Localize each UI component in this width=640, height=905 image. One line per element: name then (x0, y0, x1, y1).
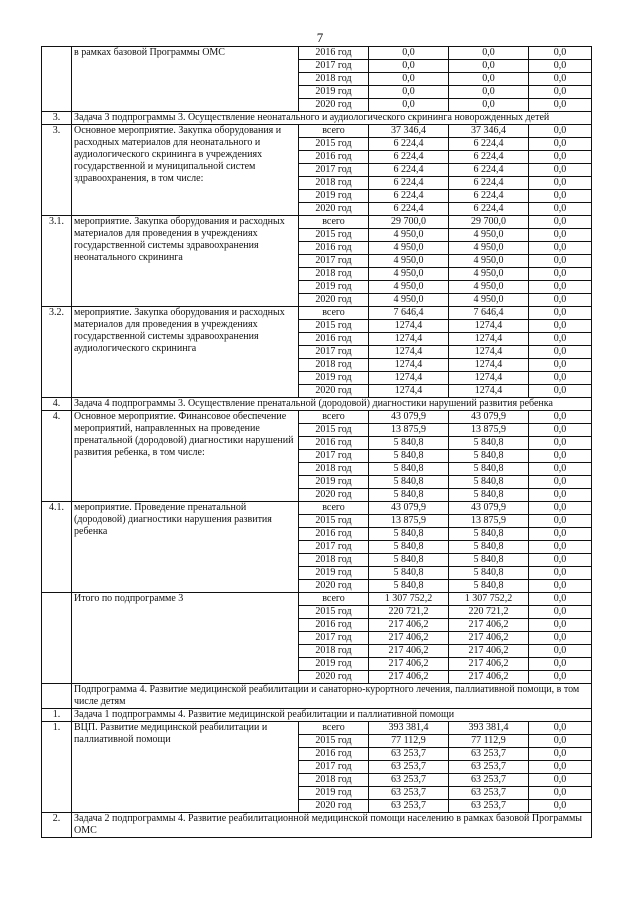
task-title: Задача 4 подпрограммы 3. Осуществление пренатальной (дородовой) диагностики нарушений развития ребенка (72, 398, 592, 411)
total-value-cell: 5 840,8 (369, 450, 449, 463)
total-value-cell: 7 646,4 (369, 307, 449, 320)
other-value-cell: 0,0 (529, 632, 592, 645)
year-cell: 2017 год (299, 632, 369, 645)
other-value-cell: 0,0 (529, 47, 592, 60)
total-value-cell: 5 840,8 (369, 437, 449, 450)
row-number: 4. (42, 411, 72, 502)
budget-value-cell: 13 875,9 (449, 515, 529, 528)
other-value-cell: 0,0 (529, 125, 592, 138)
total-value-cell: 63 253,7 (369, 774, 449, 787)
row-number: 3.2. (42, 307, 72, 398)
year-cell: 2020 год (299, 99, 369, 112)
row-number: 4. (42, 398, 72, 411)
budget-value-cell: 4 950,0 (449, 255, 529, 268)
year-cell: 2016 год (299, 619, 369, 632)
total-value-cell: 5 840,8 (369, 567, 449, 580)
year-cell: 2019 год (299, 476, 369, 489)
other-value-cell: 0,0 (529, 151, 592, 164)
budget-value-cell: 4 950,0 (449, 242, 529, 255)
year-cell: 2019 год (299, 190, 369, 203)
total-value-cell: 5 840,8 (369, 463, 449, 476)
year-cell: 2020 год (299, 671, 369, 684)
other-value-cell: 0,0 (529, 229, 592, 242)
year-cell: 2019 год (299, 86, 369, 99)
budget-value-cell: 13 875,9 (449, 424, 529, 437)
total-value-cell: 0,0 (369, 47, 449, 60)
row-number: 4.1. (42, 502, 72, 593)
year-cell: всего (299, 411, 369, 424)
other-value-cell: 0,0 (529, 411, 592, 424)
budget-value-cell: 6 224,4 (449, 177, 529, 190)
year-cell: 2017 год (299, 450, 369, 463)
year-cell: 2018 год (299, 645, 369, 658)
year-cell: 2018 год (299, 359, 369, 372)
total-value-cell: 4 950,0 (369, 229, 449, 242)
year-cell: 2018 год (299, 774, 369, 787)
year-cell: 2019 год (299, 787, 369, 800)
year-cell: 2015 год (299, 606, 369, 619)
other-value-cell: 0,0 (529, 385, 592, 398)
total-value-cell: 29 700,0 (369, 216, 449, 229)
other-value-cell: 0,0 (529, 761, 592, 774)
year-cell: 2020 год (299, 203, 369, 216)
year-cell: 2020 год (299, 580, 369, 593)
budget-value-cell: 5 840,8 (449, 476, 529, 489)
other-value-cell: 0,0 (529, 502, 592, 515)
year-cell: 2017 год (299, 541, 369, 554)
budget-value-cell: 0,0 (449, 86, 529, 99)
other-value-cell: 0,0 (529, 333, 592, 346)
row-number: 3.1. (42, 216, 72, 307)
total-value-cell: 6 224,4 (369, 190, 449, 203)
table-row (42, 593, 592, 606)
other-value-cell: 0,0 (529, 359, 592, 372)
year-cell: 2017 год (299, 164, 369, 177)
budget-value-cell: 5 840,8 (449, 437, 529, 450)
other-value-cell: 0,0 (529, 748, 592, 761)
row-number (42, 593, 72, 684)
row-number: 3. (42, 112, 72, 125)
year-cell: 2017 год (299, 761, 369, 774)
budget-value-cell: 4 950,0 (449, 268, 529, 281)
task-title: Задача 3 подпрограммы 3. Осуществление неонатального и аудиологического скрининга новорожденных детей (72, 112, 592, 125)
total-value-cell: 5 840,8 (369, 554, 449, 567)
total-value-cell: 5 840,8 (369, 580, 449, 593)
other-value-cell: 0,0 (529, 515, 592, 528)
budget-value-cell: 0,0 (449, 73, 529, 86)
activity-description: мероприятие. Проведение пренатальной (дородовой) диагностики нарушения развития ребенка (72, 502, 299, 593)
row-number: 3. (42, 125, 72, 216)
budget-value-cell: 1274,4 (449, 320, 529, 333)
year-cell: 2016 год (299, 151, 369, 164)
table-row (42, 411, 592, 424)
budget-value-cell: 217 406,2 (449, 658, 529, 671)
budget-value-cell: 0,0 (449, 99, 529, 112)
year-cell: всего (299, 593, 369, 606)
other-value-cell: 0,0 (529, 346, 592, 359)
year-cell: 2020 год (299, 294, 369, 307)
total-value-cell: 63 253,7 (369, 748, 449, 761)
budget-value-cell: 4 950,0 (449, 281, 529, 294)
total-value-cell: 63 253,7 (369, 800, 449, 813)
total-value-cell: 217 406,2 (369, 619, 449, 632)
row-number: 1. (42, 709, 72, 722)
total-value-cell: 0,0 (369, 60, 449, 73)
year-cell: 2015 год (299, 515, 369, 528)
total-value-cell: 63 253,7 (369, 761, 449, 774)
total-value-cell: 37 346,4 (369, 125, 449, 138)
budget-value-cell: 4 950,0 (449, 294, 529, 307)
other-value-cell: 0,0 (529, 242, 592, 255)
other-value-cell: 0,0 (529, 60, 592, 73)
budget-value-cell: 63 253,7 (449, 774, 529, 787)
budget-value-cell: 5 840,8 (449, 528, 529, 541)
other-value-cell: 0,0 (529, 606, 592, 619)
other-value-cell: 0,0 (529, 281, 592, 294)
other-value-cell: 0,0 (529, 774, 592, 787)
other-value-cell: 0,0 (529, 580, 592, 593)
budget-value-cell: 1274,4 (449, 346, 529, 359)
year-cell: 2017 год (299, 60, 369, 73)
total-value-cell: 4 950,0 (369, 242, 449, 255)
other-value-cell: 0,0 (529, 722, 592, 735)
table-row (42, 47, 592, 60)
total-value-cell: 1 307 752,2 (369, 593, 449, 606)
other-value-cell: 0,0 (529, 203, 592, 216)
total-value-cell: 13 875,9 (369, 515, 449, 528)
row-number: 2. (42, 813, 72, 838)
total-value-cell: 1274,4 (369, 333, 449, 346)
other-value-cell: 0,0 (529, 320, 592, 333)
year-cell: 2016 год (299, 47, 369, 60)
budget-value-cell: 6 224,4 (449, 203, 529, 216)
total-value-cell: 6 224,4 (369, 151, 449, 164)
year-cell: 2015 год (299, 138, 369, 151)
year-cell: 2016 год (299, 333, 369, 346)
other-value-cell: 0,0 (529, 177, 592, 190)
budget-value-cell: 43 079,9 (449, 502, 529, 515)
total-value-cell: 217 406,2 (369, 645, 449, 658)
total-value-cell: 1274,4 (369, 359, 449, 372)
task-title: Подпрограмма 4. Развитие медицинской реабилитации и санаторно-курортного лечения, паллиативной помощи, в том числе детям (72, 684, 592, 709)
total-value-cell: 6 224,4 (369, 164, 449, 177)
year-cell: 2015 год (299, 229, 369, 242)
activity-description: мероприятие. Закупка оборудования и расходных материалов для проведения в учреждениях государственной системы здравоохранения аудиологического скрининга (72, 307, 299, 398)
year-cell: 2020 год (299, 800, 369, 813)
total-value-cell: 43 079,9 (369, 411, 449, 424)
budget-value-cell: 63 253,7 (449, 748, 529, 761)
total-value-cell: 63 253,7 (369, 787, 449, 800)
other-value-cell: 0,0 (529, 372, 592, 385)
total-value-cell: 0,0 (369, 73, 449, 86)
task-header-row (42, 709, 592, 722)
activity-description: Основное мероприятие. Финансовое обеспечение мероприятий, направленных на проведение пренатальной (дородовой) диагностики нарушений развития ребенка, в том числе: (72, 411, 299, 502)
total-value-cell: 5 840,8 (369, 476, 449, 489)
other-value-cell: 0,0 (529, 787, 592, 800)
total-value-cell: 1274,4 (369, 320, 449, 333)
year-cell: всего (299, 125, 369, 138)
table-row (42, 307, 592, 320)
year-cell: 2015 год (299, 735, 369, 748)
other-value-cell: 0,0 (529, 424, 592, 437)
year-cell: всего (299, 502, 369, 515)
budget-value-cell: 7 646,4 (449, 307, 529, 320)
year-cell: 2016 год (299, 242, 369, 255)
year-cell: 2019 год (299, 658, 369, 671)
year-cell: всего (299, 307, 369, 320)
budget-value-cell: 393 381,4 (449, 722, 529, 735)
other-value-cell: 0,0 (529, 593, 592, 606)
budget-value-cell: 0,0 (449, 60, 529, 73)
total-value-cell: 5 840,8 (369, 541, 449, 554)
budget-value-cell: 1 307 752,2 (449, 593, 529, 606)
total-value-cell: 5 840,8 (369, 489, 449, 502)
budget-value-cell: 77 112,9 (449, 735, 529, 748)
budget-table (41, 46, 592, 838)
other-value-cell: 0,0 (529, 671, 592, 684)
budget-value-cell: 220 721,2 (449, 606, 529, 619)
budget-value-cell: 6 224,4 (449, 138, 529, 151)
budget-value-cell: 217 406,2 (449, 632, 529, 645)
budget-value-cell: 217 406,2 (449, 671, 529, 684)
table-row (42, 722, 592, 735)
activity-description: Итого по подпрограмме 3 (72, 593, 299, 684)
year-cell: 2018 год (299, 268, 369, 281)
budget-value-cell: 217 406,2 (449, 645, 529, 658)
other-value-cell: 0,0 (529, 73, 592, 86)
budget-value-cell: 6 224,4 (449, 190, 529, 203)
activity-description: мероприятие. Закупка оборудования и расходных материалов для проведения в учреждениях государственной системы здравоохранения неонатального скрининга (72, 216, 299, 307)
other-value-cell: 0,0 (529, 86, 592, 99)
year-cell: 2017 год (299, 255, 369, 268)
other-value-cell: 0,0 (529, 554, 592, 567)
table-row (42, 125, 592, 138)
total-value-cell: 77 112,9 (369, 735, 449, 748)
budget-value-cell: 1274,4 (449, 333, 529, 346)
year-cell: 2019 год (299, 281, 369, 294)
total-value-cell: 43 079,9 (369, 502, 449, 515)
other-value-cell: 0,0 (529, 99, 592, 112)
total-value-cell: 6 224,4 (369, 138, 449, 151)
year-cell: 2015 год (299, 320, 369, 333)
total-value-cell: 4 950,0 (369, 268, 449, 281)
budget-value-cell: 37 346,4 (449, 125, 529, 138)
other-value-cell: 0,0 (529, 645, 592, 658)
other-value-cell: 0,0 (529, 268, 592, 281)
task-title: Задача 1 подпрограммы 4. Развитие медицинской реабилитации и паллиативной помощи (72, 709, 592, 722)
budget-value-cell: 1274,4 (449, 359, 529, 372)
budget-value-cell: 63 253,7 (449, 761, 529, 774)
budget-value-cell: 1274,4 (449, 372, 529, 385)
budget-value-cell: 5 840,8 (449, 541, 529, 554)
year-cell: 2020 год (299, 489, 369, 502)
budget-value-cell: 4 950,0 (449, 229, 529, 242)
total-value-cell: 6 224,4 (369, 203, 449, 216)
row-number: 1. (42, 722, 72, 813)
year-cell: 2015 год (299, 424, 369, 437)
budget-value-cell: 5 840,8 (449, 450, 529, 463)
table-row (42, 502, 592, 515)
total-value-cell: 4 950,0 (369, 255, 449, 268)
total-value-cell: 393 381,4 (369, 722, 449, 735)
total-value-cell: 4 950,0 (369, 281, 449, 294)
year-cell: 2019 год (299, 567, 369, 580)
total-value-cell: 13 875,9 (369, 424, 449, 437)
task-header-row (42, 398, 592, 411)
other-value-cell: 0,0 (529, 216, 592, 229)
total-value-cell: 0,0 (369, 86, 449, 99)
budget-value-cell: 5 840,8 (449, 567, 529, 580)
row-number (42, 684, 72, 709)
budget-value-cell: 6 224,4 (449, 151, 529, 164)
budget-value-cell: 5 840,8 (449, 463, 529, 476)
budget-value-cell: 63 253,7 (449, 800, 529, 813)
budget-value-cell: 5 840,8 (449, 580, 529, 593)
budget-value-cell: 1274,4 (449, 385, 529, 398)
budget-value-cell: 29 700,0 (449, 216, 529, 229)
total-value-cell: 217 406,2 (369, 658, 449, 671)
task-header-row (42, 813, 592, 838)
other-value-cell: 0,0 (529, 138, 592, 151)
other-value-cell: 0,0 (529, 476, 592, 489)
year-cell: 2017 год (299, 346, 369, 359)
year-cell: 2018 год (299, 177, 369, 190)
budget-value-cell: 0,0 (449, 47, 529, 60)
year-cell: 2018 год (299, 554, 369, 567)
year-cell: 2019 год (299, 372, 369, 385)
total-value-cell: 1274,4 (369, 385, 449, 398)
budget-value-cell: 5 840,8 (449, 489, 529, 502)
other-value-cell: 0,0 (529, 255, 592, 268)
task-title: Задача 2 подпрограммы 4. Развитие реабилитационной медицинской помощи населению в рамках базовой Программы ОМС (72, 813, 592, 838)
total-value-cell: 5 840,8 (369, 528, 449, 541)
other-value-cell: 0,0 (529, 437, 592, 450)
row-number (42, 47, 72, 112)
other-value-cell: 0,0 (529, 450, 592, 463)
other-value-cell: 0,0 (529, 489, 592, 502)
year-cell: 2020 год (299, 385, 369, 398)
page-number: 7 (316, 30, 324, 45)
total-value-cell: 4 950,0 (369, 294, 449, 307)
activity-description: Основное мероприятие. Закупка оборудования и расходных материалов для неонатального и аудиологического скрининга в учреждениях государственной и муниципальной систем здравоохранения, в том числе: (72, 125, 299, 216)
year-cell: 2018 год (299, 73, 369, 86)
other-value-cell: 0,0 (529, 800, 592, 813)
table-row (42, 216, 592, 229)
activity-description: в рамках базовой Программы ОМС (72, 47, 299, 112)
activity-description: ВЦП. Развитие медицинской реабилитации и паллиативной помощи (72, 722, 299, 813)
other-value-cell: 0,0 (529, 294, 592, 307)
total-value-cell: 220 721,2 (369, 606, 449, 619)
other-value-cell: 0,0 (529, 190, 592, 203)
total-value-cell: 217 406,2 (369, 632, 449, 645)
other-value-cell: 0,0 (529, 619, 592, 632)
budget-value-cell: 6 224,4 (449, 164, 529, 177)
year-cell: 2018 год (299, 463, 369, 476)
year-cell: всего (299, 216, 369, 229)
other-value-cell: 0,0 (529, 541, 592, 554)
task-header-row (42, 112, 592, 125)
year-cell: всего (299, 722, 369, 735)
budget-value-cell: 217 406,2 (449, 619, 529, 632)
other-value-cell: 0,0 (529, 164, 592, 177)
budget-value-cell: 5 840,8 (449, 554, 529, 567)
year-cell: 2016 год (299, 748, 369, 761)
task-header-row (42, 684, 592, 709)
total-value-cell: 1274,4 (369, 372, 449, 385)
budget-value-cell: 63 253,7 (449, 787, 529, 800)
other-value-cell: 0,0 (529, 463, 592, 476)
other-value-cell: 0,0 (529, 528, 592, 541)
year-cell: 2016 год (299, 437, 369, 450)
other-value-cell: 0,0 (529, 735, 592, 748)
other-value-cell: 0,0 (529, 658, 592, 671)
budget-value-cell: 43 079,9 (449, 411, 529, 424)
total-value-cell: 1274,4 (369, 346, 449, 359)
other-value-cell: 0,0 (529, 567, 592, 580)
year-cell: 2016 год (299, 528, 369, 541)
total-value-cell: 6 224,4 (369, 177, 449, 190)
total-value-cell: 0,0 (369, 99, 449, 112)
other-value-cell: 0,0 (529, 307, 592, 320)
total-value-cell: 217 406,2 (369, 671, 449, 684)
